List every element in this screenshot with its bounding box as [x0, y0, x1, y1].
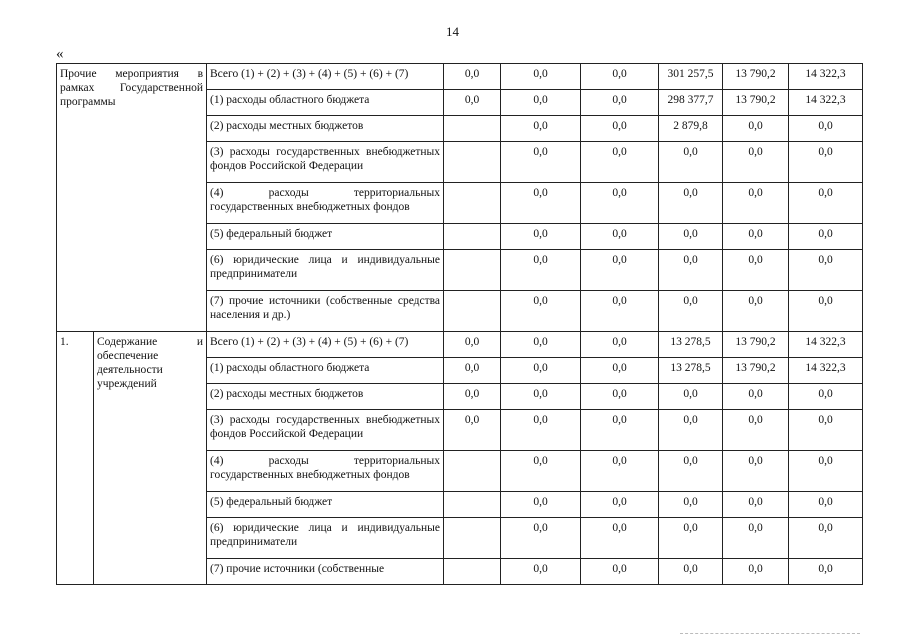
- amount-cell: 0,0: [501, 291, 581, 332]
- amount-cell: 0,0: [789, 291, 863, 332]
- amount-cell: 0,0: [789, 224, 863, 250]
- opening-quote-mark: «: [56, 46, 64, 62]
- budget-table: [56, 63, 863, 585]
- funding-source-label: (5) федеральный бюджет: [207, 492, 444, 518]
- amount-cell: 0,0: [723, 183, 789, 224]
- amount-cell: 13 790,2: [723, 64, 789, 90]
- amount-cell: 0,0: [501, 559, 581, 585]
- amount-cell: 0,0: [501, 142, 581, 183]
- funding-source-label: (6) юридические лица и индивидуальные предприниматели: [207, 518, 444, 559]
- amount-cell: 0,0: [581, 451, 659, 492]
- amount-cell: 0,0: [581, 183, 659, 224]
- amount-cell: 0,0: [723, 224, 789, 250]
- amount-cell: 0,0: [501, 518, 581, 559]
- table-row: [57, 332, 863, 358]
- amount-cell: 0,0: [581, 332, 659, 358]
- amount-cell: 0,0: [659, 518, 723, 559]
- amount-cell: 13 790,2: [723, 358, 789, 384]
- amount-cell: 0,0: [581, 142, 659, 183]
- amount-cell: 0,0: [723, 291, 789, 332]
- amount-cell: 0,0: [659, 142, 723, 183]
- amount-cell: 0,0: [444, 90, 501, 116]
- amount-cell: 14 322,3: [789, 332, 863, 358]
- amount-cell: [444, 250, 501, 291]
- funding-source-label: (3) расходы государственных внебюджетных фондов Российской Федерации: [207, 410, 444, 451]
- amount-cell: 0,0: [501, 116, 581, 142]
- amount-cell: 13 790,2: [723, 332, 789, 358]
- amount-cell: 13 790,2: [723, 90, 789, 116]
- amount-cell: 301 257,5: [659, 64, 723, 90]
- funding-source-label: (7) прочие источники (собственные средства населения и др.): [207, 291, 444, 332]
- amount-cell: 0,0: [659, 291, 723, 332]
- amount-cell: 0,0: [501, 224, 581, 250]
- funding-source-label: (7) прочие источники (собственные: [207, 559, 444, 585]
- amount-cell: 0,0: [789, 410, 863, 451]
- amount-cell: 0,0: [501, 90, 581, 116]
- amount-cell: 0,0: [501, 358, 581, 384]
- amount-cell: 0,0: [789, 492, 863, 518]
- amount-cell: 0,0: [501, 492, 581, 518]
- amount-cell: 0,0: [501, 250, 581, 291]
- amount-cell: [444, 183, 501, 224]
- amount-cell: 0,0: [581, 492, 659, 518]
- funding-source-label: (1) расходы областного бюджета: [207, 90, 444, 116]
- amount-cell: 14 322,3: [789, 358, 863, 384]
- amount-cell: [444, 559, 501, 585]
- funding-source-label: (1) расходы областного бюджета: [207, 358, 444, 384]
- amount-cell: 0,0: [659, 492, 723, 518]
- amount-cell: 0,0: [581, 384, 659, 410]
- funding-source-label: Всего (1) + (2) + (3) + (4) + (5) + (6) + (7): [207, 64, 444, 90]
- amount-cell: 298 377,7: [659, 90, 723, 116]
- amount-cell: 0,0: [659, 384, 723, 410]
- amount-cell: 0,0: [581, 410, 659, 451]
- amount-cell: 0,0: [501, 332, 581, 358]
- amount-cell: 0,0: [789, 518, 863, 559]
- amount-cell: 13 278,5: [659, 358, 723, 384]
- amount-cell: [444, 518, 501, 559]
- section-index: 1.: [57, 332, 94, 585]
- amount-cell: 0,0: [444, 384, 501, 410]
- amount-cell: 0,0: [723, 559, 789, 585]
- funding-source-label: (4) расходы территориальных государственных внебюджетных фондов: [207, 183, 444, 224]
- amount-cell: 0,0: [789, 183, 863, 224]
- funding-source-label: (3) расходы государственных внебюджетных фондов Российской Федерации: [207, 142, 444, 183]
- amount-cell: 0,0: [723, 492, 789, 518]
- funding-source-label: (2) расходы местных бюджетов: [207, 384, 444, 410]
- amount-cell: 0,0: [581, 518, 659, 559]
- amount-cell: 0,0: [723, 410, 789, 451]
- amount-cell: 0,0: [789, 559, 863, 585]
- amount-cell: 0,0: [723, 142, 789, 183]
- amount-cell: 0,0: [723, 116, 789, 142]
- section-title: Содержание и обеспечение деятельности учреждений: [94, 332, 207, 585]
- amount-cell: 0,0: [723, 250, 789, 291]
- amount-cell: 0,0: [581, 116, 659, 142]
- amount-cell: 0,0: [444, 410, 501, 451]
- amount-cell: 13 278,5: [659, 332, 723, 358]
- amount-cell: [444, 291, 501, 332]
- amount-cell: 0,0: [659, 224, 723, 250]
- amount-cell: 14 322,3: [789, 64, 863, 90]
- amount-cell: 0,0: [581, 291, 659, 332]
- amount-cell: 0,0: [789, 116, 863, 142]
- amount-cell: 0,0: [501, 410, 581, 451]
- amount-cell: 0,0: [659, 559, 723, 585]
- amount-cell: 0,0: [789, 250, 863, 291]
- funding-source-label: (6) юридические лица и индивидуальные предприниматели: [207, 250, 444, 291]
- budget-table-body: [57, 64, 863, 585]
- amount-cell: [444, 224, 501, 250]
- amount-cell: 0,0: [501, 384, 581, 410]
- amount-cell: 0,0: [581, 64, 659, 90]
- amount-cell: 0,0: [789, 451, 863, 492]
- amount-cell: 0,0: [581, 358, 659, 384]
- amount-cell: 0,0: [659, 250, 723, 291]
- amount-cell: 0,0: [581, 250, 659, 291]
- footer-rule: [680, 633, 860, 635]
- table-row: [57, 64, 863, 90]
- amount-cell: 2 879,8: [659, 116, 723, 142]
- amount-cell: 0,0: [501, 451, 581, 492]
- amount-cell: 0,0: [501, 183, 581, 224]
- amount-cell: 0,0: [501, 64, 581, 90]
- page-number: 14: [446, 24, 459, 39]
- amount-cell: [444, 451, 501, 492]
- funding-source-label: (2) расходы местных бюджетов: [207, 116, 444, 142]
- amount-cell: 0,0: [659, 410, 723, 451]
- amount-cell: 0,0: [659, 183, 723, 224]
- amount-cell: [444, 116, 501, 142]
- funding-source-label: (5) федеральный бюджет: [207, 224, 444, 250]
- amount-cell: [444, 492, 501, 518]
- amount-cell: 0,0: [789, 142, 863, 183]
- amount-cell: 0,0: [444, 358, 501, 384]
- amount-cell: [444, 142, 501, 183]
- amount-cell: 0,0: [723, 384, 789, 410]
- amount-cell: 0,0: [581, 90, 659, 116]
- amount-cell: 0,0: [444, 332, 501, 358]
- amount-cell: 0,0: [789, 384, 863, 410]
- section-title: Прочие мероприятия в рамках Государственной программы: [57, 64, 207, 332]
- amount-cell: 0,0: [581, 224, 659, 250]
- funding-source-label: (4) расходы территориальных государственных внебюджетных фондов: [207, 451, 444, 492]
- amount-cell: 0,0: [444, 64, 501, 90]
- amount-cell: 14 322,3: [789, 90, 863, 116]
- amount-cell: 0,0: [581, 559, 659, 585]
- amount-cell: 0,0: [723, 518, 789, 559]
- amount-cell: 0,0: [659, 451, 723, 492]
- amount-cell: 0,0: [723, 451, 789, 492]
- funding-source-label: Всего (1) + (2) + (3) + (4) + (5) + (6) + (7): [207, 332, 444, 358]
